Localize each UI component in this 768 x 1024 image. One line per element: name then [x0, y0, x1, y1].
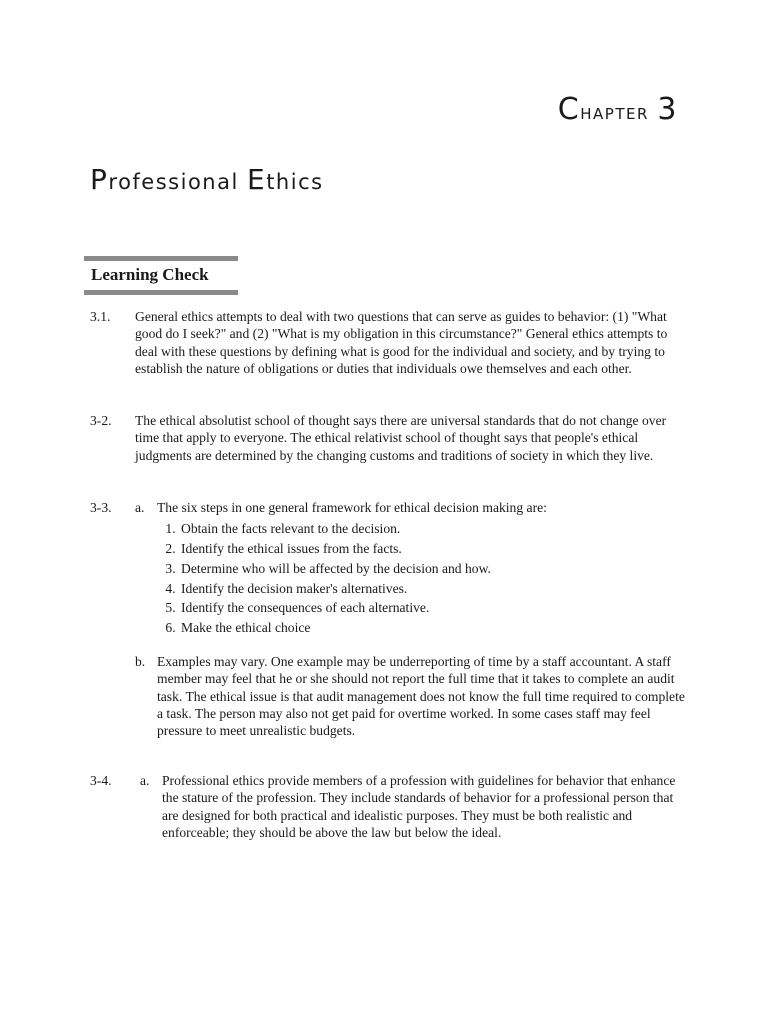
part-a-text: Professional ethics provide members of a profession with guidelines for behavior that enhance the stature of the profession. They include standards of behavior for a professional person that are designed for both practical and idealistic purposes. They must be both realistic and enforceable; they should be above the law but below the ideal. [162, 773, 676, 840]
chapter-heading [558, 92, 678, 127]
chapter-heading-rest: hapter [580, 100, 649, 125]
part-letter: b. [135, 654, 146, 670]
answer-text: The ethical absolutist school of thought says there are universal standards that do not change over time that apply to everyone. The ethical relativist school of thought says that people's ethical judgments are determined by the changing customs and traditions of society in which they live. [135, 413, 667, 463]
list-item: 1. Obtain the facts relevant to the decision. [179, 519, 690, 539]
question-number: 3-2. [90, 413, 112, 428]
part-a [140, 772, 690, 841]
part-b [135, 653, 690, 739]
part-a [135, 499, 690, 638]
chapter-title-word-2: thics [266, 170, 324, 194]
section-heading: Learning Check [91, 265, 209, 284]
question-number: 3-4. [90, 773, 112, 788]
list-item: 4. Identify the decision maker's alternatives. [179, 579, 690, 599]
question-3-3 [90, 499, 690, 740]
part-letter: a. [135, 500, 145, 515]
chapter-heading-initial: C [557, 92, 581, 127]
list-item: 5. Identify the consequences of each alternative. [179, 598, 690, 618]
question-3-1 [90, 308, 690, 377]
chapter-title [90, 163, 324, 196]
list-item: 2. Identify the ethical issues from the facts. [179, 539, 690, 559]
part-letter: a. [140, 773, 150, 788]
chapter-title-initial-2: E [247, 163, 267, 196]
section-heading-box [84, 256, 238, 295]
part-a-text: The six steps in one general framework for ethical decision making are: [157, 500, 547, 515]
list-item: 3. Determine who will be affected by the decision and how. [179, 559, 690, 579]
chapter-title-word-1: rofessional [108, 170, 239, 194]
chapter-number: 3 [657, 92, 678, 127]
question-number: 3-3. [90, 500, 112, 515]
chapter-title-initial-1: P [90, 163, 109, 196]
steps-list [157, 519, 690, 638]
answer-text: General ethics attempts to deal with two questions that can serve as guides to behavior: (1) "What good do I seek?" and (2) "What is my obligation in this circumstance?" General ethics attempts to deal with these questions by defining what is good for the individual and society, and by trying to establish the nature of obligations or duties that individuals owe themselves and each other. [135, 309, 668, 376]
part-b-text: Examples may vary. One example may be underreporting of time by a staff accountant. A staff member may feel that he or she should not report the full time that it takes to complete an audit task. The ethical issue is that audit management does not know the full time required to complete a task. The person may also not get paid for overtime worked. In some cases staff may feel pressure to meet unrealistic budgets. [157, 654, 685, 739]
question-number: 3.1. [90, 309, 111, 324]
question-3-2 [90, 412, 690, 464]
question-3-4 [90, 772, 690, 841]
list-item: 6. Make the ethical choice [179, 618, 690, 638]
